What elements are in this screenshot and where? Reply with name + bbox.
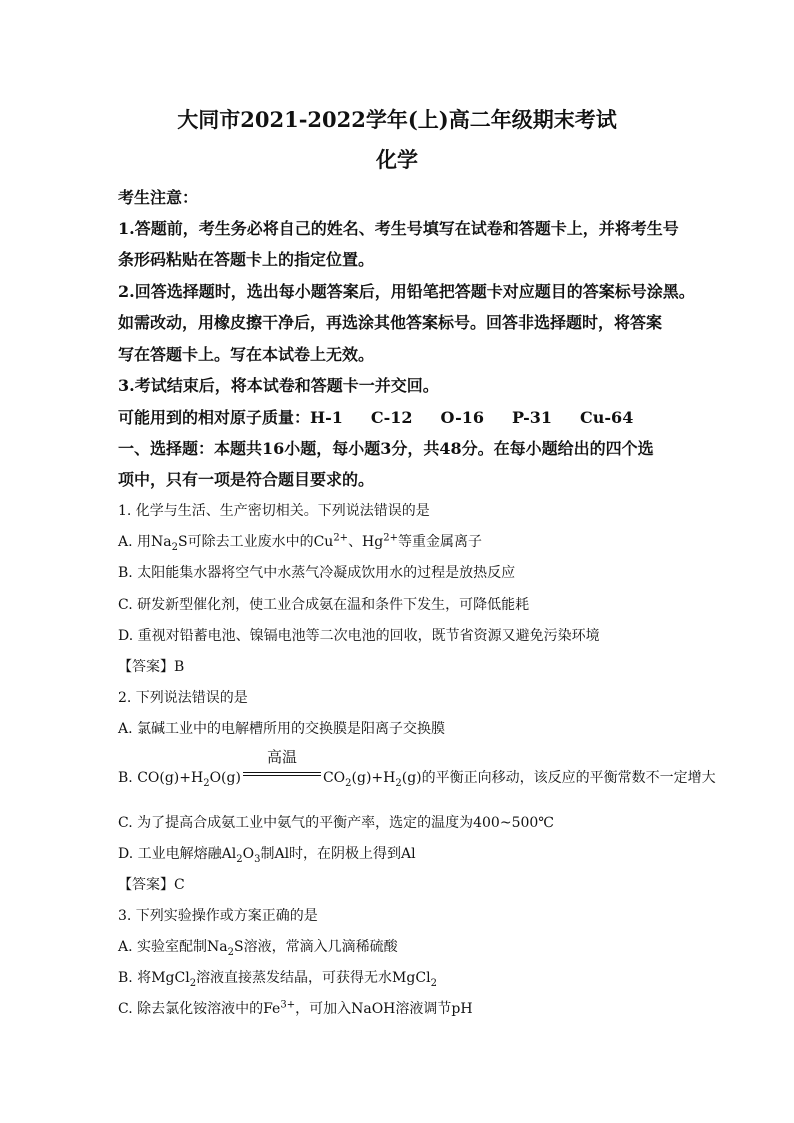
q3-stem: 3. 下列实验操作或方案正确的是 [118, 908, 318, 924]
exam-title: 大同市2021-2022学年(上)高二年级期末考试 [177, 107, 617, 132]
mass-o: O-16 [440, 408, 484, 427]
q1-option-c: C. 研发新型催化剂，使工业合成氨在温和条件下发生，可降低能耗 [118, 597, 530, 613]
mass-h: H-1 [310, 408, 343, 427]
equilibrium-arrow [243, 748, 321, 782]
q2-stem: 2. 下列说法错误的是 [118, 690, 248, 706]
q2-option-b: B. $CO(g)+H_2O(g)$ 高温 $CO_2(g)+H_2(g)$的平衡正向移动，该反应的平衡常数不一定增大 [118, 748, 716, 789]
notice-line-2a: 2.回答选择题时，选出每小题答案后，用铅笔把答题卡对应题目的答案标号涂黑。 [118, 282, 695, 301]
q3-option-c: C. 除去氯化铵溶液中的$Fe^{3+}$，可加入NaOH溶液调节pH [118, 999, 473, 1017]
mass-p: P-31 [511, 408, 553, 427]
mass-cu: Cu-64 [580, 408, 634, 427]
q1-option-b: B. 太阳能集水器将空气中水蒸气冷凝成饮用水的过程是放热反应 [118, 565, 516, 581]
atomic-masses-label: 可能用到的相对原子质量： [118, 408, 311, 427]
notice-line-1b: 条形码粘贴在答题卡上的指定位置。 [118, 250, 375, 269]
q3-option-b: B. 将MgCl$_2$溶液直接蒸发结晶，可获得无水MgCl$_2$ [118, 970, 437, 989]
notice-line-3: 3.考试结束后，将本试卷和答题卡一并交回。 [118, 376, 439, 395]
q1-stem: 1. 化学与生活、生产密切相关。下列说法错误的是 [118, 503, 430, 519]
reaction-condition: 高温 [266, 748, 297, 766]
q1-answer: 【答案】B [118, 659, 185, 675]
notice-heading: 考生注意： [118, 188, 199, 207]
mass-c: C-12 [370, 408, 413, 427]
q3-option-a: A. 实验室配制$Na_2S$溶液，常滴入几滴稀硫酸 [118, 939, 398, 958]
section-heading-2: 项中，只有一项是符合题目要求的。 [118, 470, 375, 489]
subject-title: 化学 [376, 147, 418, 172]
q2-answer: 【答案】C [118, 877, 185, 893]
q2-option-c: C. 为了提高合成氨工业中氨气的平衡产率，选定的温度为400~500℃ [118, 815, 554, 831]
notice-line-2c: 写在答题卡上。写在本试卷上无效。 [118, 345, 375, 364]
q1-option-d: D. 重视对铅蓄电池、镍镉电池等二次电池的回收，既节省资源又避免污染环境 [118, 628, 600, 644]
q2-option-a: A. 氯碱工业中的电解槽所用的交换膜是阳离子交换膜 [118, 721, 446, 737]
atomic-masses [118, 405, 633, 428]
section-heading-1: 一、选择题：本题共16小题，每小题3分，共48分。在每小题给出的四个选 [118, 439, 654, 458]
notice-line-2b: 如需改动，用橡皮擦干净后，再选涂其他答案标号。回答非选择题时，将答案 [118, 313, 663, 332]
notice-line-1a: 1.答题前，考生务必将自己的姓名、考生号填写在试卷和答题卡上，并将考生号 [118, 219, 679, 238]
q1-option-a: A. 用$Na_2S$可除去工业废水中的$Cu^{2+}$、$Hg^{2+}$等重金属离子 [118, 532, 482, 553]
q2-option-d: D. 工业电解熔融$Al_2O_3$制Al时，在阴极上得到Al [118, 846, 416, 865]
